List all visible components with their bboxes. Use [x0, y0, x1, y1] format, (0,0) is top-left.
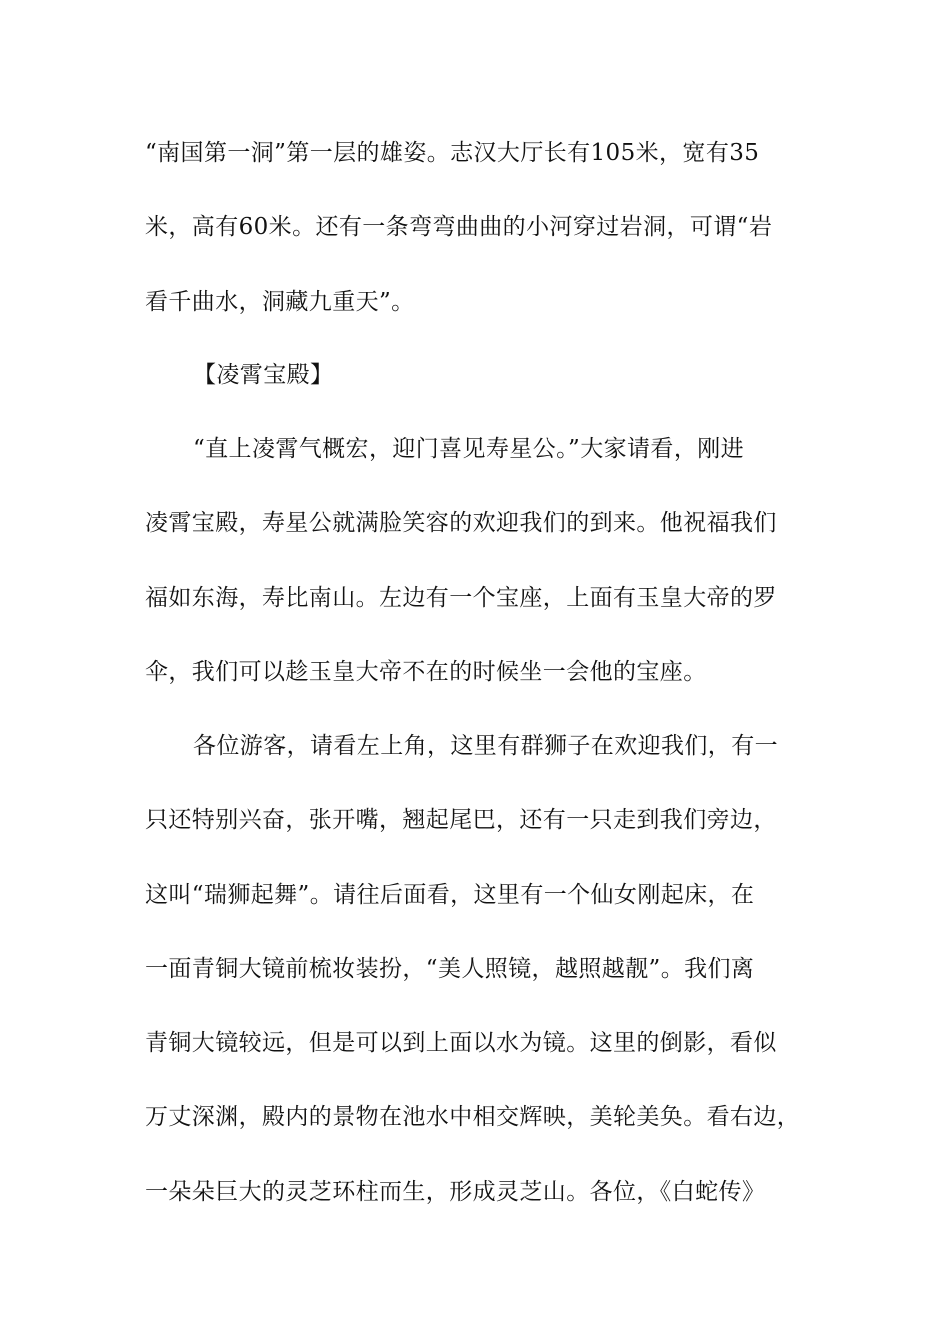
paragraph-line-8: 伞，我们可以趁玉皇大帝不在的时候坐一会他的宝座。 — [145, 659, 707, 685]
section-heading: 【凌霄宝殿】 — [193, 362, 334, 388]
paragraph-line-9: 各位游客，请看左上角，这里有群狮子在欢迎我们，有一 — [193, 733, 778, 759]
paragraph-line-15: 一朵朵巨大的灵芝环柱而生，形成灵芝山。各位，《白蛇传》 — [145, 1179, 766, 1205]
paragraph-line-7: 福如东海，寿比南山。左边有一个宝座，上面有玉皇大帝的罗 — [145, 585, 777, 611]
paragraph-line-12: 一面青铜大镜前梳妆装扮，“美人照镜，越照越靓”。我们离 — [145, 956, 755, 982]
paragraph-line-1: “南国第一洞”第一层的雄姿。志汉大厅长有105米，宽有35 — [145, 140, 760, 166]
paragraph-line-6: 凌霄宝殿，寿星公就满脸笑容的欢迎我们的到来。他祝福我们 — [145, 510, 777, 536]
paragraph-line-3: 看千曲水，洞藏九重天”。 — [145, 289, 415, 315]
paragraph-line-2: 米，高有60米。还有一条弯弯曲曲的小河穿过岩洞，可谓“岩 — [145, 214, 773, 240]
paragraph-line-11: 这叫“瑞狮起舞”。请往后面看，这里有一个仙女刚起床，在 — [145, 882, 755, 908]
paragraph-line-13: 青铜大镜较远，但是可以到上面以水为镜。这里的倒影，看似 — [145, 1030, 777, 1056]
paragraph-line-5: “直上凌霄气概宏，迎门喜见寿星公。”大家请看，刚进 — [193, 436, 745, 462]
paragraph-line-10: 只还特别兴奋，张开嘴，翘起尾巴，还有一只走到我们旁边， — [145, 807, 777, 833]
paragraph-line-14: 万丈深渊，殿内的景物在池水中相交辉映，美轮美奂。看右边， — [145, 1104, 801, 1130]
